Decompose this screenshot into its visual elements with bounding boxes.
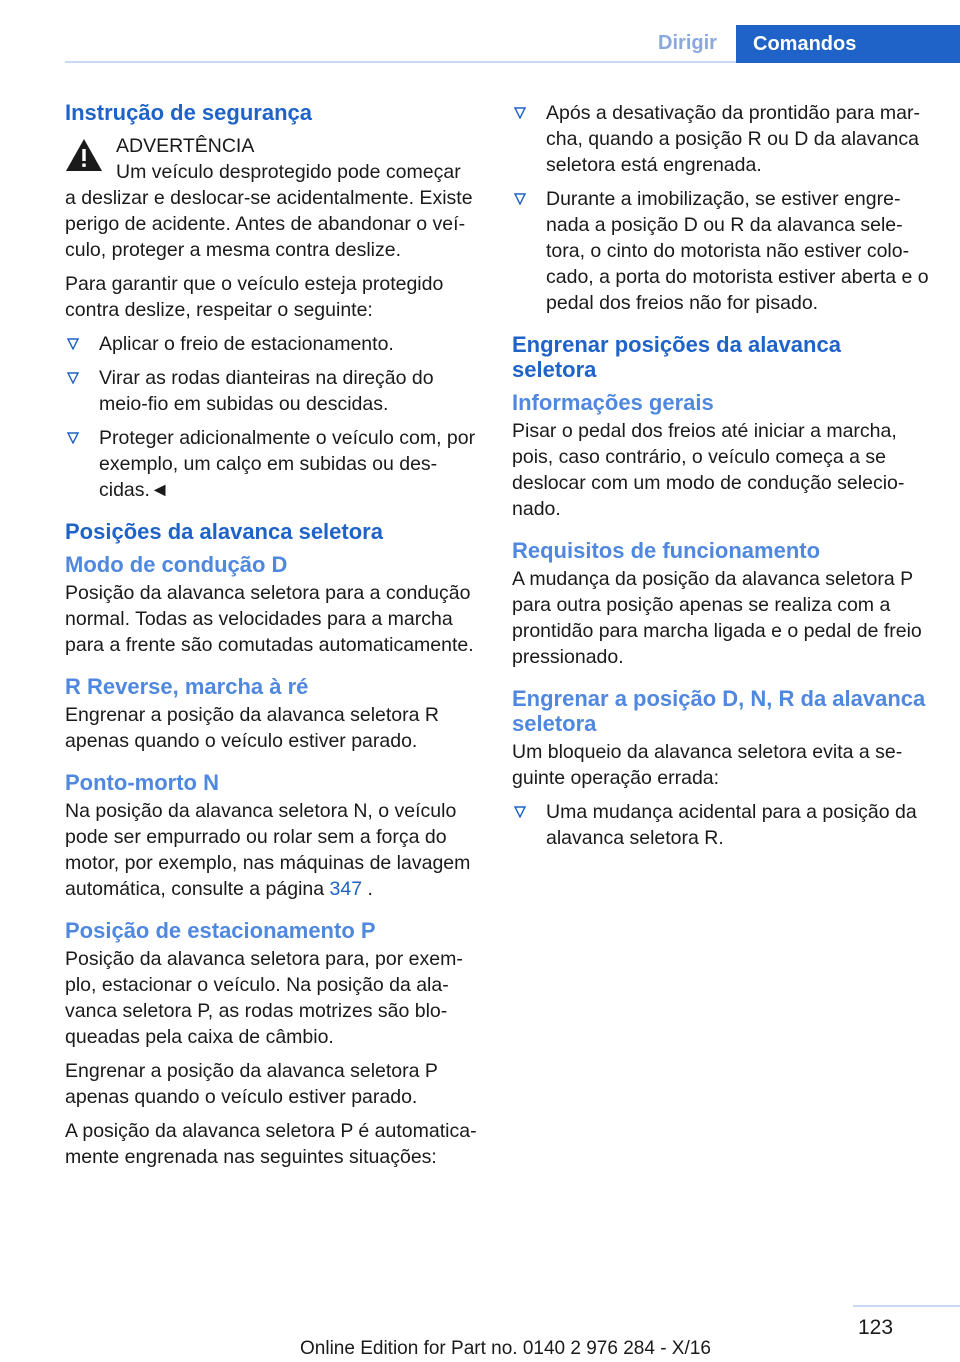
list-item-text: Após a desativação da prontidão para marcha, quando a posição R ou D da alavanca seletora está engrenada. (546, 102, 920, 176)
neutral-text: Na posição da alavanca seletora N, o veículo pode ser empurrado ou rolar sem a força do motor, por exemplo, nas máquinas de lavagem automática, consulte a página 347 . (65, 800, 471, 900)
footer-rule (853, 1305, 960, 1307)
triangle-bullet-icon (67, 338, 79, 350)
park-text: Posição da alavanca seletora para, por exemplo, estacionar o veículo. Na posição da alavanca seletora P, as rodas motrizes são bloqueadas pela caixa de câmbio. (65, 948, 463, 1048)
requirements-heading: Requisitos de funcionamento (512, 538, 821, 563)
park-text-2: Engrenar a posição da alavanca seletora P apenas quando o veículo estiver parado. (65, 1060, 438, 1108)
park-text-3: A posição da alavanca seletora P é automaticamente engrenada nas seguintes situações: (65, 1120, 477, 1168)
list-item (65, 425, 480, 503)
list-item (65, 365, 480, 417)
right-column (512, 100, 930, 867)
warning-label: ADVERTÊNCIA (116, 135, 255, 157)
edition-footer: Online Edition for Part no. 0140 2 976 284 - X/16 (300, 1338, 711, 1359)
triangle-bullet-icon (514, 193, 526, 205)
list-item-text: Proteger adicionalmente o veículo com, por exemplo, um calço em subidas ou descidas.◄ (99, 427, 476, 501)
drive-text: Posição da alavanca seletora para a condução normal. Todas as velocidades para a marcha para a frente são comutadas automaticamente. (65, 582, 474, 656)
list-item-text: Uma mudança acidental para a posição da alavanca seletora R. (546, 801, 917, 849)
protect-intro: Para garantir que o veículo esteja protegido contra deslize, respeitar o seguinte: (65, 273, 444, 321)
list-item (512, 100, 930, 178)
warning-triangle-icon (65, 138, 103, 172)
reverse-text: Engrenar a posição da alavanca seletora R apenas quando o veículo estiver parado. (65, 704, 439, 752)
list-item (512, 799, 930, 851)
list-item-text: Aplicar o freio de estacionamento. (99, 333, 394, 355)
list-item (512, 186, 930, 316)
triangle-bullet-icon (514, 107, 526, 119)
engage-dnr-list (512, 799, 930, 851)
tab-dirigir[interactable]: Dirigir (658, 32, 717, 54)
triangle-bullet-icon (67, 432, 79, 444)
requirements-text: A mudança da posição da alavanca seletora P para outra posição apenas se realiza com a prontidão para marcha ligada e o pedal de freio pressionado. (512, 568, 922, 668)
general-heading: Informações gerais (512, 390, 714, 415)
left-column (65, 100, 480, 1178)
warning-text-first: Um veículo desprotegido pode começar (116, 161, 461, 183)
page-347-link[interactable]: 347 (329, 878, 363, 900)
triangle-bullet-icon (67, 372, 79, 384)
page-number: 123 (858, 1316, 894, 1339)
reverse-heading: R Reverse, marcha à ré (65, 674, 309, 699)
drive-heading: Modo de condução D (65, 552, 288, 577)
warning-block (65, 133, 480, 185)
park-heading: Posição de estacionamento P (65, 918, 376, 943)
neutral-heading: Ponto-morto N (65, 770, 219, 795)
auto-park-list (512, 100, 930, 316)
general-text: Pisar o pedal dos freios até iniciar a marcha, pois, caso contrário, o veículo começa a se deslocar com um modo de condução selecionado. (512, 420, 905, 520)
engage-dnr-text: Um bloqueio da alavanca seletora evita a seguinte operação errada: (512, 741, 903, 789)
list-item-text: Durante a imobilização, se estiver engrenada a posição D ou R da alavanca seletora, o cinto do motorista não estiver colocado, a porta do motorista estiver aberta e o pedal dos freios não for pisado. (546, 188, 929, 314)
list-item-text: Virar as rodas dianteiras na direção do meio-fio em subidas ou descidas. (99, 367, 434, 415)
engage-heading: Engrenar posições da alavanca seletora (512, 332, 841, 382)
engage-dnr-heading: Engrenar a posição D, N, R da alavanca seletora (512, 686, 926, 736)
warning-text: a deslizar e deslocar-se acidentalmente. Existe perigo de acidente. Antes de abandonar o veículo, proteger a mesma contra deslize. (65, 187, 473, 261)
safety-heading: Instrução de segurança (65, 100, 312, 125)
tab-comandos[interactable]: Comandos (736, 25, 960, 63)
triangle-bullet-icon (514, 806, 526, 818)
positions-heading: Posições da alavanca seletora (65, 519, 383, 544)
protect-list (65, 331, 480, 503)
list-item (65, 331, 480, 357)
